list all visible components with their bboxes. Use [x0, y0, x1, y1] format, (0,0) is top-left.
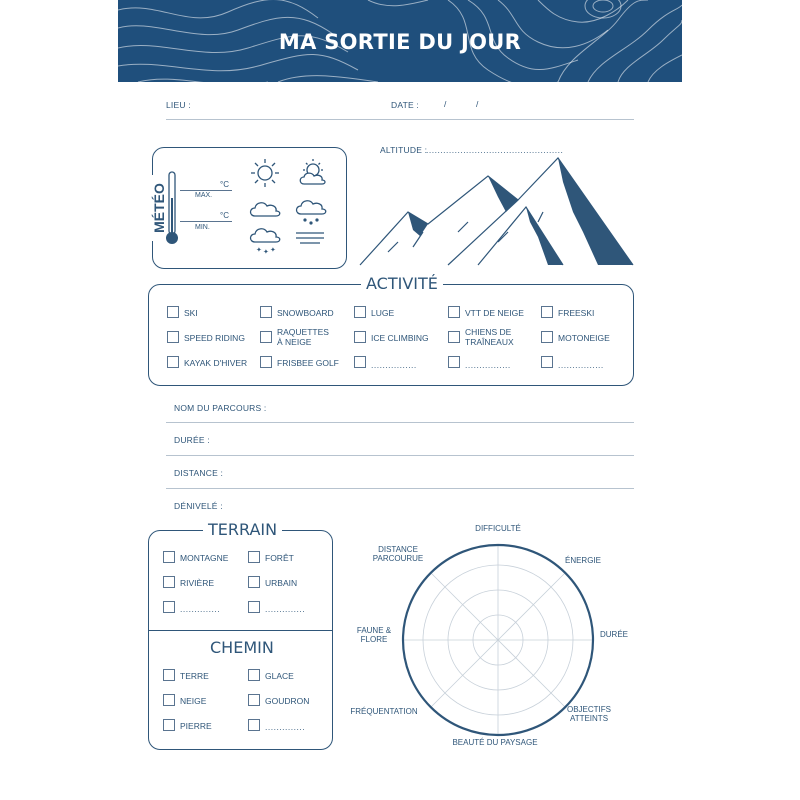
activite-label: FRISBEE GOLF — [277, 358, 339, 368]
svg-text:✦: ✦ — [270, 246, 276, 254]
fog-icon — [294, 228, 328, 248]
lieu-label: LIEU : — [166, 100, 191, 110]
activite-title: ACTIVITÉ — [361, 274, 443, 293]
checkbox-ski[interactable] — [167, 306, 179, 318]
max-label: MAX. — [195, 192, 213, 199]
chemin-label: TERRE — [180, 671, 209, 681]
checkbox-urbain[interactable] — [248, 576, 260, 588]
terrain-label: RIVIÈRE — [180, 578, 215, 588]
svg-text:✦: ✦ — [256, 246, 262, 254]
checkbox-other-activity[interactable] — [354, 356, 366, 368]
checkbox-montagne[interactable] — [163, 551, 175, 563]
lieu-date-line — [166, 119, 634, 120]
checkbox-chiens-de-traineaux[interactable] — [448, 331, 460, 343]
denivele-label: DÉNIVELÉ : — [174, 501, 223, 511]
checkbox-snowboard[interactable] — [260, 306, 272, 318]
title-banner — [118, 0, 682, 82]
radar-label-distance: DISTANCE PARCOURUE — [372, 545, 424, 563]
snow-cloud-icon — [248, 226, 282, 256]
date-separator: / — [444, 99, 447, 109]
chemin-label: GLACE — [265, 671, 294, 681]
date-label: DATE : — [391, 100, 419, 110]
checkbox-freeski[interactable] — [541, 306, 553, 318]
activite-label: FREESKI — [558, 308, 595, 318]
terrain-blank[interactable]: .............. — [265, 604, 306, 614]
nom-parcours-label: NOM DU PARCOURS : — [174, 403, 267, 413]
sun-icon — [250, 158, 280, 188]
rain-cloud-icon — [294, 196, 328, 228]
chemin-label: PIERRE — [180, 721, 212, 731]
checkbox-luge[interactable] — [354, 306, 366, 318]
max-unit: °C — [220, 180, 229, 189]
activite-label: LUGE — [371, 308, 395, 318]
nom-parcours-line[interactable] — [166, 422, 634, 423]
checkbox-terre[interactable] — [163, 669, 175, 681]
checkbox-other-activity[interactable] — [541, 356, 553, 368]
activite-label: SPEED RIDING — [184, 333, 245, 343]
radar-label-energie: ÉNERGIE — [564, 556, 601, 565]
altitude-label: ALTITUDE : — [380, 145, 428, 155]
chemin-blank[interactable]: .............. — [265, 722, 306, 732]
altitude-dots: ................................................ — [426, 145, 564, 155]
radar-label-faune-flore: FAUNE & FLORE — [356, 626, 392, 644]
terrain-blank[interactable]: .............. — [180, 604, 221, 614]
min-line — [180, 221, 232, 222]
thermometer-icon — [164, 170, 180, 246]
cloud-icon — [248, 196, 282, 220]
chemin-title: CHEMIN — [210, 638, 274, 657]
checkbox-riviere[interactable] — [163, 576, 175, 588]
svg-text:✦: ✦ — [263, 248, 269, 256]
checkbox-other-terrain[interactable] — [163, 601, 175, 613]
radar-label-frequentation: FRÉQUENTATION — [350, 707, 418, 716]
checkbox-goudron[interactable] — [248, 694, 260, 706]
radar-label-objectifs: OBJECTIFS ATTEINTS — [566, 705, 611, 723]
activite-label: VTT DE NEIGE — [465, 308, 524, 318]
distance-label: DISTANCE : — [174, 468, 224, 478]
chemin-label: NEIGE — [180, 696, 207, 706]
journal-page — [118, 0, 682, 800]
checkbox-ice-climbing[interactable] — [354, 331, 366, 343]
duree-line[interactable] — [166, 455, 634, 456]
radar-label-difficulte: DIFFICULTÉ — [475, 524, 521, 533]
checkbox-neige[interactable] — [163, 694, 175, 706]
checkbox-pierre[interactable] — [163, 719, 175, 731]
duree-label: DURÉE : — [174, 435, 210, 445]
checkbox-glace[interactable] — [248, 669, 260, 681]
checkbox-other-chemin[interactable] — [248, 719, 260, 731]
chemin-label: GOUDRON — [265, 696, 310, 706]
distance-line[interactable] — [166, 488, 634, 489]
activite-label: KAYAK D'HIVER — [184, 358, 248, 368]
activite-label: RAQUETTES À NEIGE — [277, 327, 329, 347]
activite-blank[interactable]: ................ — [465, 360, 511, 370]
activite-label: SNOWBOARD — [277, 308, 334, 318]
date-separator: / — [476, 99, 479, 109]
terrain-title: TERRAIN — [203, 520, 282, 539]
activite-label: SKI — [184, 308, 198, 318]
sun-cloud-icon — [296, 158, 330, 188]
checkbox-other-terrain[interactable] — [248, 601, 260, 613]
activite-label: MOTONEIGE — [558, 333, 610, 343]
terrain-label: MONTAGNE — [180, 553, 229, 563]
activite-label: CHIENS DE TRAÎNEAUX — [465, 327, 514, 347]
terrain-chemin-divider — [149, 630, 332, 631]
meteo-label: MÉTÉO — [151, 175, 167, 241]
activite-label: ICE CLIMBING — [371, 333, 429, 343]
checkbox-kayak-dhiver[interactable] — [167, 356, 179, 368]
checkbox-vtt-de-neige[interactable] — [448, 306, 460, 318]
radar-label-duree: DURÉE — [599, 630, 628, 639]
mountains-illustration — [358, 152, 636, 268]
min-label: MIN. — [195, 224, 210, 231]
checkbox-frisbee-golf[interactable] — [260, 356, 272, 368]
page-title: MA SORTIE DU JOUR — [278, 30, 522, 54]
activite-blank[interactable]: ................ — [371, 360, 417, 370]
activite-blank[interactable]: ................ — [558, 360, 604, 370]
checkbox-motoneige[interactable] — [541, 331, 553, 343]
terrain-label: URBAIN — [265, 578, 298, 588]
terrain-label: FORÊT — [265, 553, 294, 563]
checkbox-raquettes[interactable] — [260, 331, 272, 343]
radar-label-beaute: BEAUTÉ DU PAYSAGE — [452, 738, 538, 747]
min-unit: °C — [220, 211, 229, 220]
checkbox-speed-riding[interactable] — [167, 331, 179, 343]
checkbox-foret[interactable] — [248, 551, 260, 563]
checkbox-other-activity[interactable] — [448, 356, 460, 368]
max-line — [180, 190, 232, 191]
